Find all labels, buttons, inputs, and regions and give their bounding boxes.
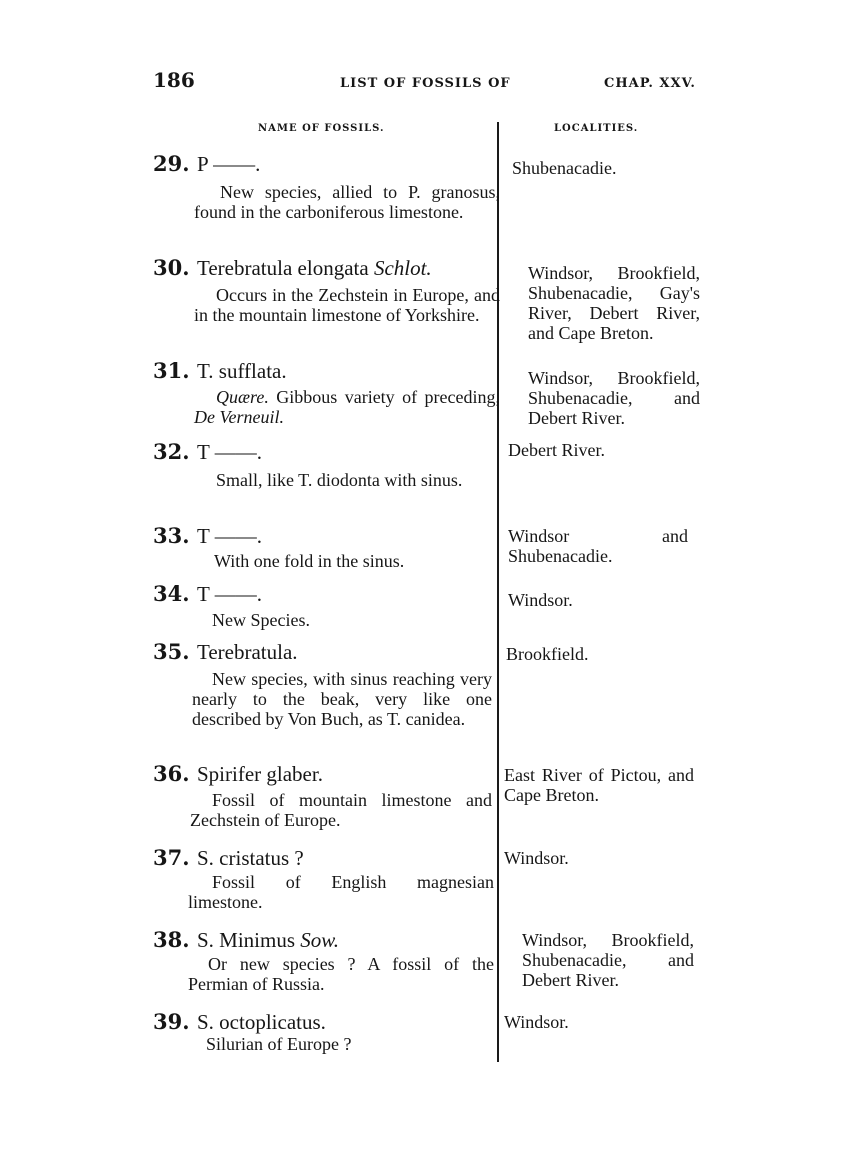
entry-36-head bbox=[153, 762, 323, 786]
entry-35-locality: Brookfield. bbox=[506, 644, 589, 664]
entry-name: T ——. bbox=[197, 440, 262, 464]
entry-31-description bbox=[194, 387, 500, 427]
entry-36-description: Fossil of mountain limestone and Zechstein of Europe. bbox=[190, 790, 492, 830]
entry-number: 31. bbox=[153, 358, 190, 383]
entry-number: 36. bbox=[153, 761, 190, 786]
entry-29-locality: Shubenacadie. bbox=[512, 158, 617, 178]
entry-number: 29. bbox=[153, 151, 190, 176]
entry-34-description: New Species. bbox=[212, 610, 310, 630]
entry-32-description: Small, like T. diodonta with sinus. bbox=[216, 470, 463, 490]
entry-38-description: Or new species ? A fossil of the Permian of Russia. bbox=[188, 954, 494, 994]
entry-31-head bbox=[153, 359, 287, 383]
entry-34-head bbox=[153, 582, 262, 606]
entry-30-locality: Windsor, Brookfield, Shubenacadie, Gay's River, Debert River, and Cape Breton. bbox=[528, 263, 700, 343]
entry-name: P ——. bbox=[197, 152, 261, 176]
page-number: 186 bbox=[153, 68, 195, 92]
entry-name: Terebratula elongata Schlot. bbox=[197, 256, 432, 280]
entry-35-head bbox=[153, 640, 298, 664]
entry-author: Sow. bbox=[300, 928, 339, 952]
running-head: LIST OF FOSSILS OF bbox=[340, 76, 511, 91]
entry-36-locality: East River of Pictou, and Cape Breton. bbox=[504, 765, 694, 805]
entry-33-head bbox=[153, 524, 262, 548]
entry-30-head bbox=[153, 256, 432, 280]
entry-name: T ——. bbox=[197, 524, 262, 548]
entry-name: Spirifer glaber. bbox=[197, 762, 323, 786]
entry-33-description: With one fold in the sinus. bbox=[214, 551, 405, 571]
entry-number: 30. bbox=[153, 255, 190, 280]
chapter-head: CHAP. XXV. bbox=[604, 76, 696, 91]
entry-38-head bbox=[153, 928, 339, 952]
entry-number: 33. bbox=[153, 523, 190, 548]
description-italic: De Verneuil. bbox=[194, 407, 284, 427]
entry-32-locality: Debert River. bbox=[508, 440, 605, 460]
description-italic: Quære. bbox=[216, 387, 269, 407]
entry-name: T ——. bbox=[197, 582, 262, 606]
entry-name: S. octoplicatus. bbox=[197, 1010, 326, 1034]
entry-37-locality: Windsor. bbox=[504, 848, 569, 868]
entry-33-locality: Windsor and Shubenacadie. bbox=[508, 526, 688, 566]
entry-name: T. sufflata. bbox=[197, 359, 287, 383]
column-head-names: NAME OF FOSSILS. bbox=[258, 123, 385, 134]
entry-37-head bbox=[153, 846, 304, 870]
entry-number: 37. bbox=[153, 845, 190, 870]
entry-author: Schlot. bbox=[373, 256, 432, 280]
entry-number: 35. bbox=[153, 639, 190, 664]
entry-31-locality: Windsor, Brookfield, Shubenacadie, and Debert River. bbox=[528, 368, 700, 428]
description-text: Gibbous variety of preceding, bbox=[268, 387, 500, 407]
entry-29-description: New species, allied to P. granosus, found in the carboniferous limestone. bbox=[194, 182, 500, 222]
entry-name: S. cristatus ? bbox=[197, 846, 304, 870]
entry-29-head bbox=[153, 152, 260, 176]
entry-number: 39. bbox=[153, 1009, 190, 1034]
entry-35-description: New species, with sinus reaching very nearly to the beak, very like one described by Von Buch, as T. canidea. bbox=[192, 669, 492, 729]
column-divider bbox=[497, 122, 499, 1062]
entry-name: S. Minimus Sow. bbox=[197, 928, 339, 952]
entry-number: 32. bbox=[153, 439, 190, 464]
column-head-localities: LOCALITIES. bbox=[554, 123, 639, 134]
entry-39-head bbox=[153, 1010, 326, 1034]
entry-34-locality: Windsor. bbox=[508, 590, 573, 610]
entry-32-head bbox=[153, 440, 262, 464]
entry-30-description: Occurs in the Zechstein in Europe, and in the mountain limestone of Yorkshire. bbox=[194, 285, 500, 325]
entry-39-description: Silurian of Europe ? bbox=[206, 1034, 352, 1054]
entry-number: 34. bbox=[153, 581, 190, 606]
entry-number: 38. bbox=[153, 927, 190, 952]
entry-39-locality: Windsor. bbox=[504, 1012, 569, 1032]
entry-38-locality: Windsor, Brookfield, Shubenacadie, and Debert River. bbox=[522, 930, 694, 990]
entry-37-description: Fossil of English magnesian limestone. bbox=[188, 872, 494, 912]
entry-name: Terebratula. bbox=[197, 640, 298, 664]
